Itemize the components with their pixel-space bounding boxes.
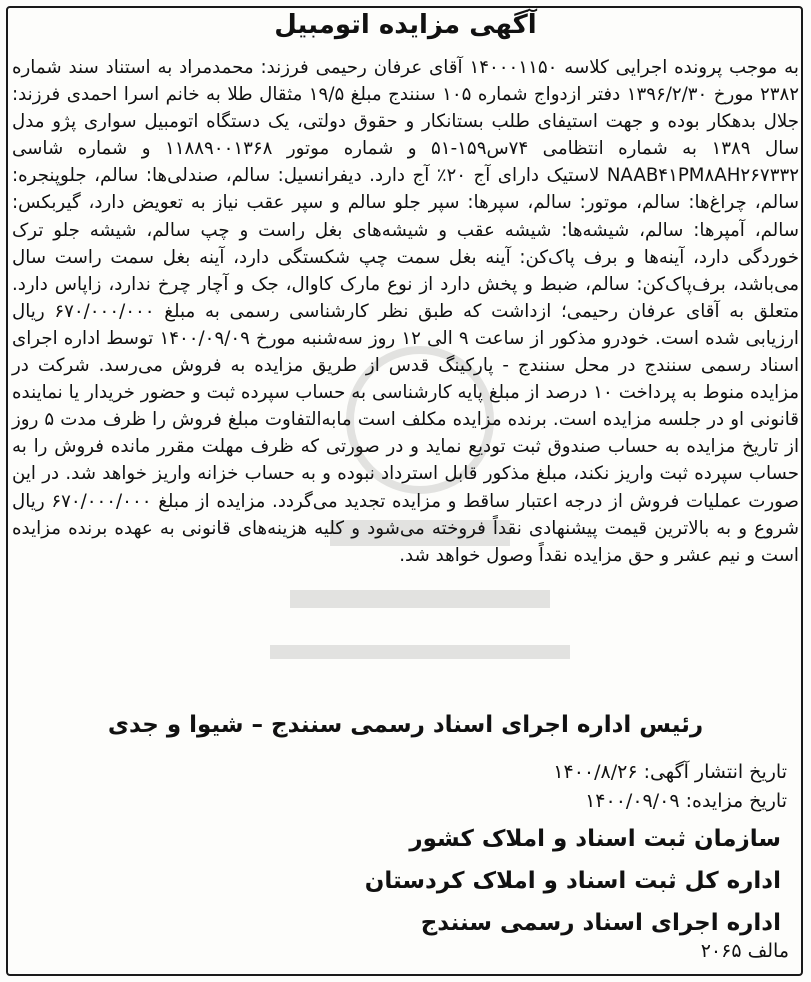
org-line-1: سازمان ثبت اسناد و املاک کشور bbox=[409, 826, 781, 852]
notice-body bbox=[12, 54, 799, 569]
auction-date: تاریخ مزایده: ۱۴۰۰/۰۹/۰۹ bbox=[585, 790, 787, 812]
signature-line: رئیس اداره اجرای اسناد رسمی سنندج – شیوا و جدی bbox=[107, 712, 704, 738]
org-line-3: اداره اجرای اسناد رسمی سنندج bbox=[420, 910, 781, 936]
notice-title: آگهی مزایده اتومبیل bbox=[274, 10, 537, 40]
notice-code: مالف ۲۰۶۵ bbox=[700, 940, 789, 962]
org-line-2: اداره کل ثبت اسناد و املاک کردستان bbox=[364, 868, 781, 894]
organization-block bbox=[365, 818, 781, 944]
notice-paragraph: به موجب پرونده اجرایی کلاسه ۱۴۰۰۰۱۱۵۰ آقای عرفان رحیمی فرزند: محمدمراد به استناد سند شماره ۲۳۸۲ مورخ ۱۳۹۶/۲/۳۰ دفتر ازدواج شماره ۱۰۵ سنندج مبلغ ۱۹/۵ مثقال طلا به خانم اسرا احمدی فرزند: جلال بدهکار بوده و جهت استیفای طلب بستانکار و حقوق دولتی، یک دستگاه اتومبیل سواری پژو مدل سال ۱۳۸۹ به شماره انتظامی ۷۴س۱۵۹-۵۱ و شماره موتور ۱۱۸۸۹۰۰۱۳۶۸ و شماره شاسی NAAB۴۱PM۸AH۲۶۷۳۳۲ لاستیک دارای آج ۲۰٪ آج دارد. دیفرانسیل: سالم، صندلی‌ها: سالم، جلوپنجره: سالم، چراغ‌ها: سالم، موتور: سالم، سپرها: سپر جلو سالم و سپر عقب نیاز به تعویض دارد، گیربکس: سالم، آمپرها: سالم، شیشه‌ها: شیشه عقب و شیشه‌های بغل راست و چپ سالم، شیشه جلو ترک خوردگی دارد، آینه‌ها و برف پاک‌کن: آینه بغل سمت چپ شکستگی دارد، آینه بغل سمت راست سال می‌باشد، برف‌پاک‌کن: سالم، ضبط و پخش دارد از نوع مارک کاوال، جک و آچار چرخ ندارد، زاپاس دارد. متعلق به آقای عرفان رحیمی؛ ازداشت که طبق نظر کارشناسی رسمی به مبلغ ۶۷۰/۰۰۰/۰۰۰ ریال ارزیابی شده است. خودرو مذکور از ساعت ۹ الی ۱۲ روز سه‌شنبه مورخ ۱۴۰۰/۰۹/۰۹ توسط اداره اجرای اسناد رسمی سنندج در محل سنندج - پارکینگ قدس از طریق مزایده به فروش می‌رسد. شرکت در مزایده منوط به پرداخت ۱۰ درصد از مبلغ پایه کارشناسی به حساب سپرده ثبت و حضور خریدار یا نماینده قانونی او در جلسه مزایده است. برنده مزایده مکلف است مابه‌التفاوت مبلغ فروش را ظرف مدت ۵ روز از تاریخ مزایده به حساب صندوق ثبت تودیع نماید و در صورتی که ظرف مهلت مقرر مانده فروش را به حساب سپرده ثبت واریز نکند، مبلغ مذکور قابل استرداد نبوده و به حساب خزانه واریز خواهد شد. در این صورت عملیات فروش از درجه اعتبار ساقط و مزایده تجدید می‌گردد. مزایده از مبلغ ۶۷۰/۰۰۰/۰۰۰ ریال شروع و به بالاترین قیمت پیشنهادی نقداً فروخته می‌شود و کلیه هزینه‌های قانونی به عهده برنده مزایده است و نیم عشر و حق مزایده نقداً وصول خواهد شد. bbox=[12, 57, 800, 566]
publish-date: تاریخ انتشار آگهی: ۱۴۰۰/۸/۲۶ bbox=[553, 761, 787, 783]
dates-block bbox=[553, 758, 787, 816]
